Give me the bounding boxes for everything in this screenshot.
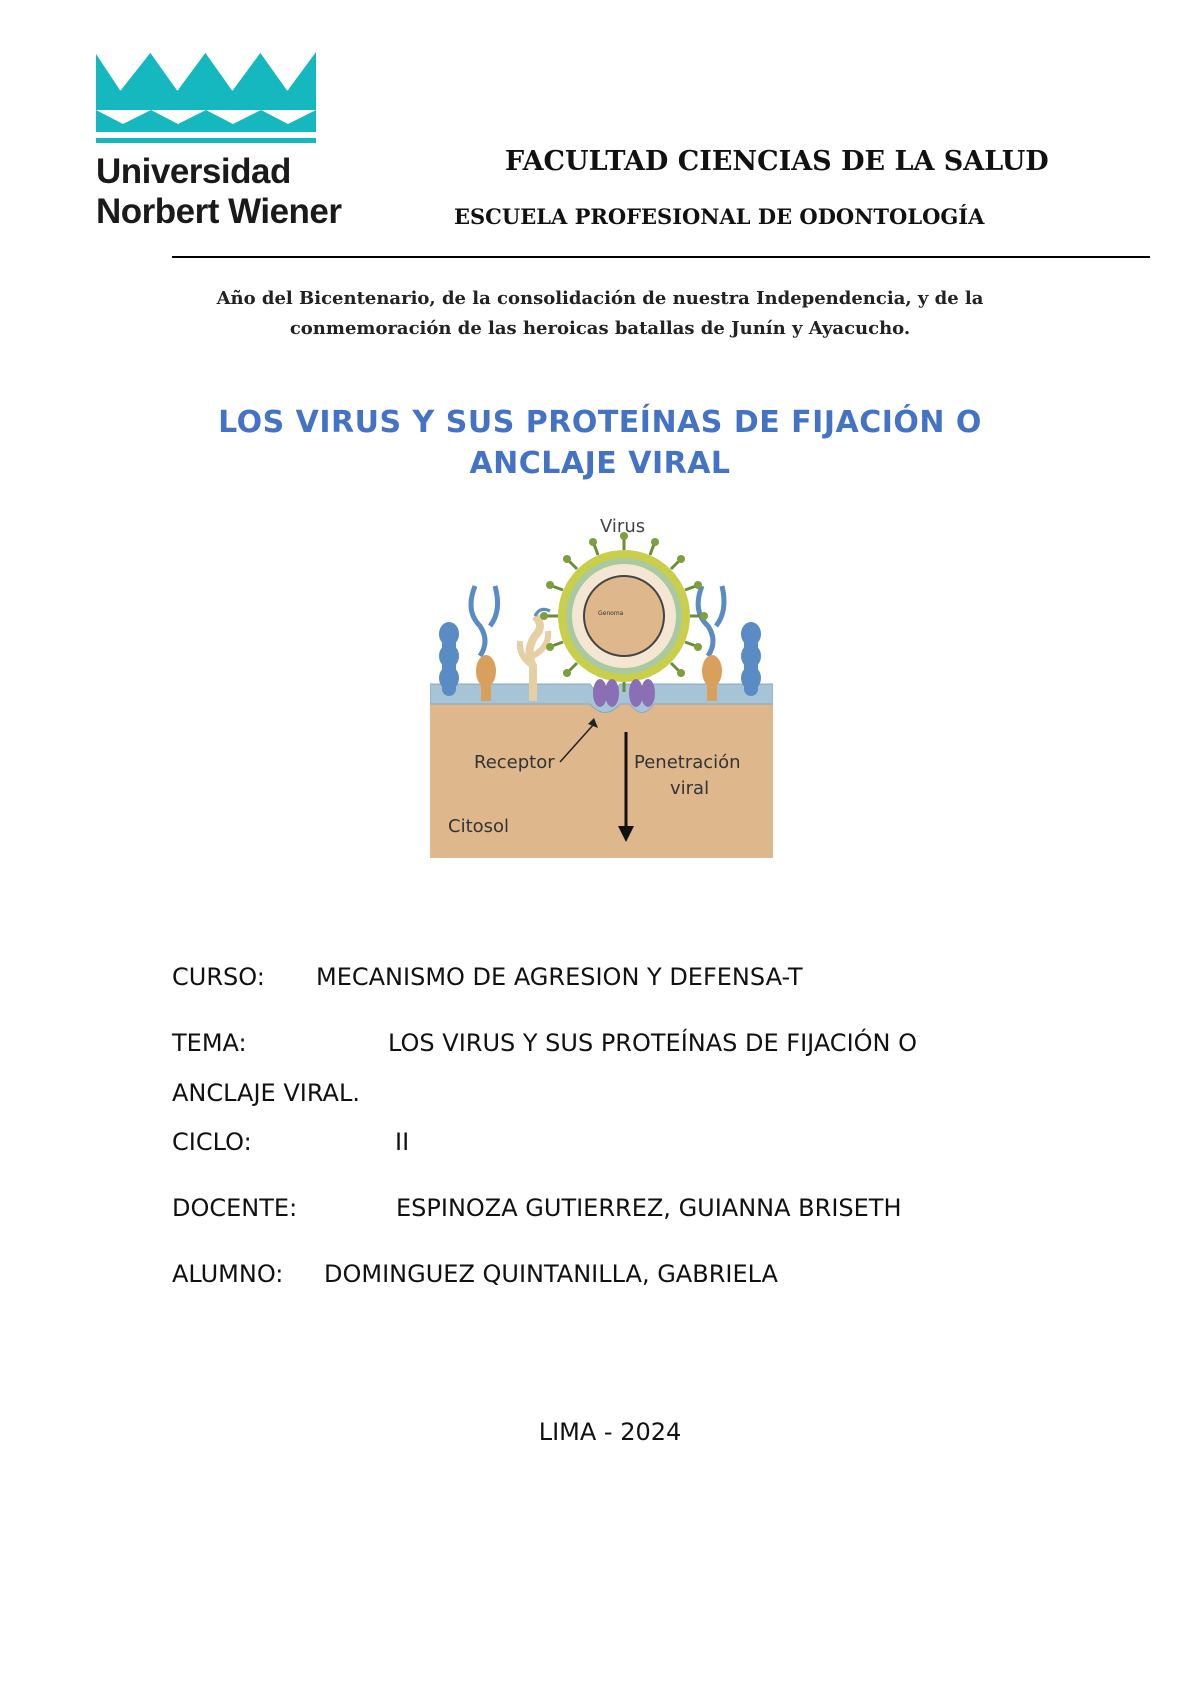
teacher-value: ESPINOZA GUTIERREZ, GUIANNA BRISETH <box>396 1194 902 1222</box>
virus-particle <box>540 532 708 692</box>
course-label: CURSO: <box>172 963 265 991</box>
cytosol-label: Citosol <box>448 816 510 837</box>
logo-line-2: Norbert Wiener <box>96 192 342 231</box>
year-motto-line-2: conmemoración de las heroicas batallas de Junín y Ayacucho. <box>289 318 911 339</box>
teacher-label: DOCENTE: <box>172 1194 298 1222</box>
university-logo <box>96 52 396 237</box>
receptor-label: Receptor <box>474 752 555 773</box>
header-divider <box>172 256 1150 258</box>
topic-value-line-2: ANCLAJE VIRAL. <box>172 1079 360 1107</box>
penetration-label-line-1: Penetración <box>634 752 741 773</box>
genome-label: Genoma <box>598 610 624 617</box>
place-date <box>0 1418 1200 1446</box>
topic-label: TEMA: <box>172 1029 247 1057</box>
school-name: ESCUELA PROFESIONAL DE ODONTOLOGÍA <box>454 204 985 229</box>
student-value: DOMINGUEZ QUINTANILLA, GABRIELA <box>324 1260 778 1288</box>
logo-line-1: Universidad <box>96 152 291 191</box>
cycle-value: II <box>395 1128 410 1156</box>
logo-emblem-icon <box>96 52 318 144</box>
year-motto-line-1: Año del Bicentenario, de la consolidación de nuestra Independencia, y de la <box>216 288 984 309</box>
student-label: ALUMNO: <box>172 1260 284 1288</box>
document-title-line-2: ANCLAJE VIRAL <box>469 446 731 481</box>
diagram-canvas <box>430 516 773 858</box>
penetration-label-line-2: viral <box>670 778 710 799</box>
topic-value-line-1: LOS VIRUS Y SUS PROTEÍNAS DE FIJACIÓN O <box>388 1029 918 1057</box>
course-value: MECANISMO DE AGRESION Y DEFENSA-T <box>316 963 803 991</box>
document-title-line-1: LOS VIRUS Y SUS PROTEÍNAS DE FIJACIÓN O <box>218 405 982 440</box>
place-date-text: LIMA - 2024 <box>538 1418 682 1446</box>
virus-label: Virus <box>600 516 646 537</box>
faculty-name: FACULTAD CIENCIAS DE LA SALUD <box>505 146 1049 177</box>
virus-attachment-diagram <box>430 516 773 858</box>
cycle-label: CICLO: <box>172 1128 252 1156</box>
